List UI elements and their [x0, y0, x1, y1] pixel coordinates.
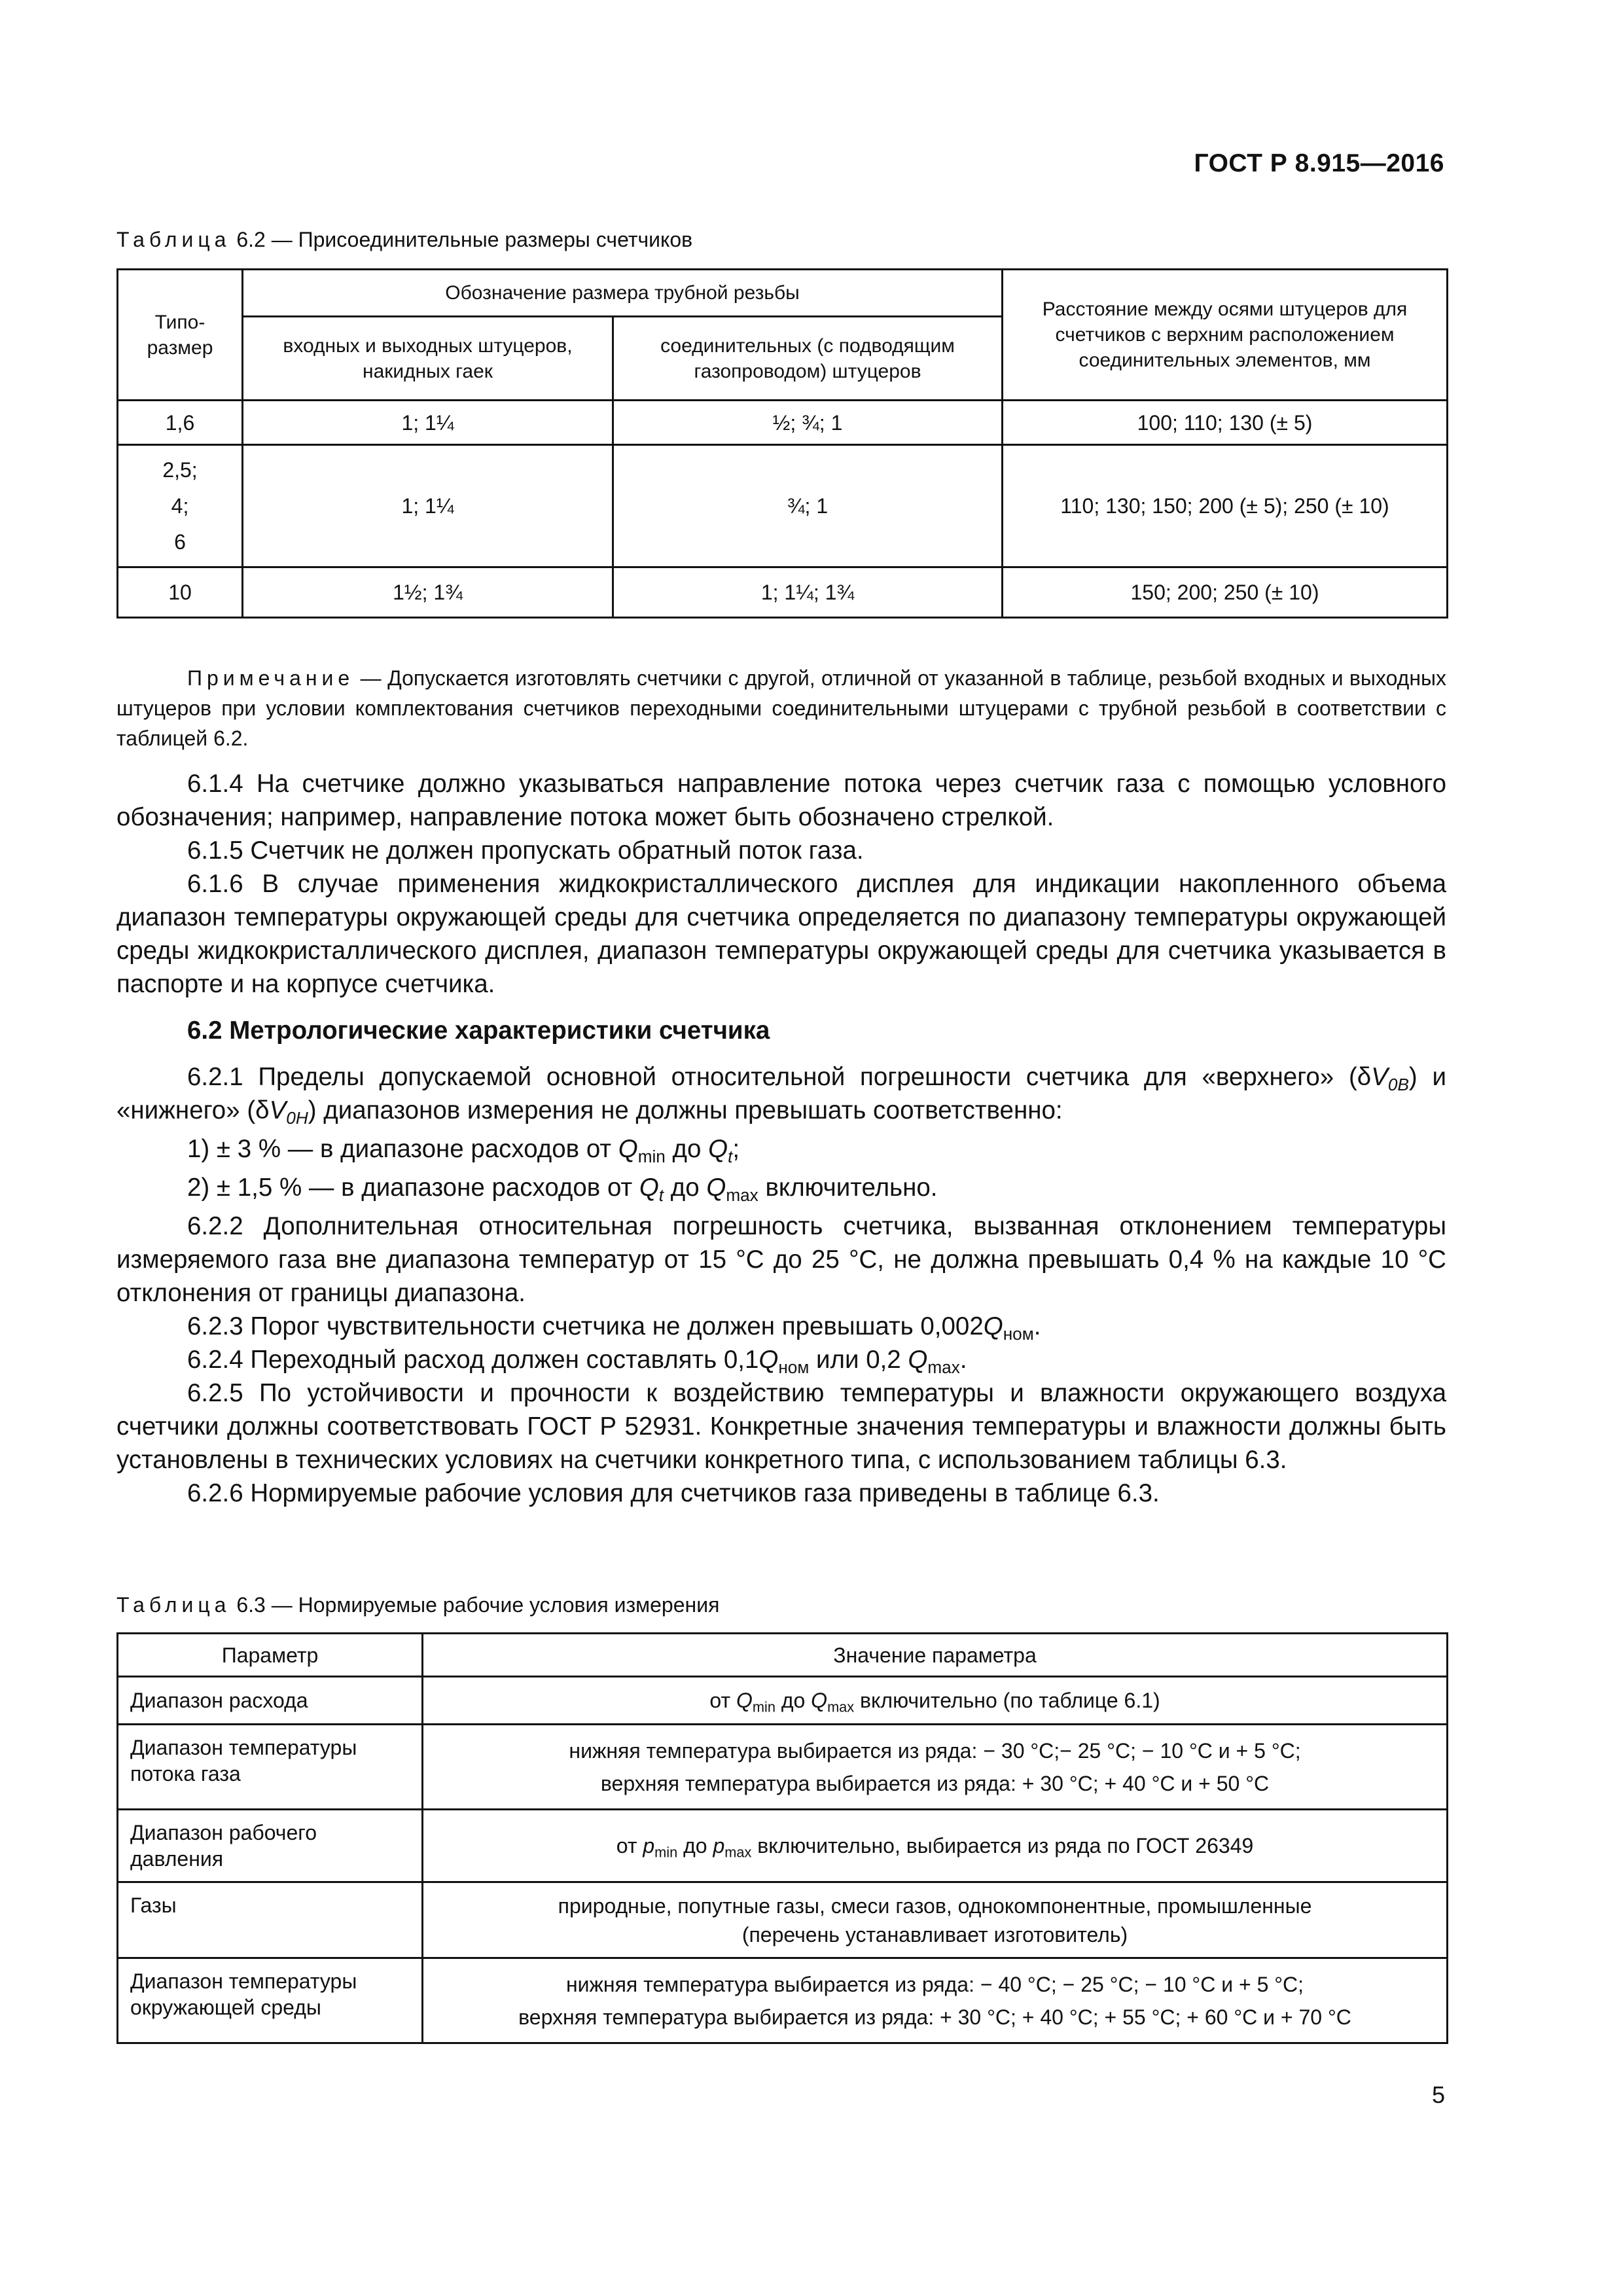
subscript: t	[728, 1146, 733, 1166]
col-header-thread-in: входных и выходных штуцеров, накидных гаек	[243, 317, 613, 401]
cell-dist: 150; 200; 250 (± 10)	[1003, 567, 1448, 618]
table-63	[116, 1632, 1448, 2044]
text: ) диапазонов измерения не должны превышать соответственно:	[308, 1096, 1063, 1124]
symbol: Q	[639, 1174, 659, 1202]
col-header-type: Типо-размер	[118, 270, 243, 401]
list-item-1	[116, 1132, 1446, 1166]
table-row	[118, 401, 1448, 445]
cell-conn: 1; 1¼; 1¾	[613, 567, 1003, 618]
note-label: Примечание	[187, 666, 355, 690]
cell-size: 1,6	[118, 401, 243, 445]
text: или 0,2	[809, 1346, 908, 1374]
value-line: (перечень устанавливает изготовитель)	[741, 1922, 1128, 1946]
cell-param: Диапазон расхода	[118, 1677, 423, 1725]
text: включительно (по таблице 6.1)	[854, 1689, 1160, 1712]
text: до	[665, 1135, 709, 1163]
col-header-distance: Расстояние между осями штуцеров для счетчиков с верхним расположением соединительных элементов, мм	[1003, 270, 1448, 401]
paragraph-6-2-2: 6.2.2 Дополнительная относительная погрешность счетчика, вызванная отклонением температуры измеряемого газа вне диапазона температур от 15 °С до 25 °С, не должна превышать 0,4 % на каждые 10 °С отклонения от границы диапазона.	[116, 1212, 1446, 1307]
cell-in: 1; 1¼	[243, 445, 613, 567]
table-row	[118, 567, 1448, 618]
subscript: max	[927, 1357, 960, 1377]
list-item-2	[116, 1171, 1446, 1204]
text: включительно.	[758, 1174, 938, 1202]
symbol: Q	[618, 1135, 638, 1163]
subscript: ном	[778, 1357, 810, 1377]
caption-label: Таблица	[116, 1593, 231, 1617]
value-line: верхняя температура выбирается из ряда: + 30 °C; + 40 °C; + 55 °C; + 60 °C и + 70 °C	[518, 2005, 1351, 2029]
subscript: t	[658, 1185, 664, 1205]
cell-value	[423, 1725, 1448, 1810]
symbol: p	[643, 1834, 655, 1857]
col-header-thread: Обозначение размера трубной резьбы	[243, 270, 1003, 317]
cell-in: 1; 1¼	[243, 401, 613, 445]
cell-size: 10	[118, 567, 243, 618]
cell-value	[423, 1677, 1448, 1725]
col-header-param: Параметр	[118, 1634, 423, 1677]
text: до	[775, 1689, 812, 1712]
subscript: ном	[1003, 1323, 1034, 1344]
text: 6.2.4 Переходный расход должен составлять 0,1	[187, 1346, 759, 1374]
symbol: Q	[706, 1174, 726, 1202]
subscript: min	[654, 1844, 678, 1861]
subscript: max	[827, 1698, 855, 1715]
symbol: Q	[708, 1135, 728, 1163]
paragraph-6-2-1	[116, 1060, 1446, 1127]
text: 6.2.1 Пределы допускаемой основной относительной погрешности счетчика для «верхнего» (δ	[187, 1063, 1372, 1091]
symbol: Q	[758, 1346, 779, 1374]
text: 2) ± 1,5 % — в диапазоне расходов от	[187, 1174, 639, 1202]
cell-conn: ¾; 1	[613, 445, 1003, 567]
value-line: верхняя температура выбирается из ряда: + 30 °C; + 40 °C и + 50 °C	[600, 1771, 1270, 1795]
symbol: V	[269, 1096, 287, 1124]
document-header: ГОСТ Р 8.915—2016	[1194, 149, 1444, 177]
paragraph-6-1-5: 6.1.5 Счетчик не должен пропускать обратный поток газа.	[187, 836, 864, 865]
note-text: — Допускается изготовлять счетчики с другой, отличной от указанной в таблице, резьбой входных и выходных штуцеров при условии комплектования счетчиков переходными соединительными штуцерами с трубной резьбой в соответствии с таблицей 6.2.	[116, 666, 1446, 750]
caption-text: 6.2 — Присоединительные размеры счетчиков	[230, 228, 693, 251]
table-row	[118, 1958, 1448, 2043]
text: от	[616, 1834, 643, 1857]
subscript: 0H	[286, 1107, 308, 1128]
cell-in: 1½; 1¾	[243, 567, 613, 618]
section-heading-6-2: 6.2 Метрологические характеристики счетчика	[187, 1016, 770, 1045]
table-note	[116, 663, 1446, 753]
table-62	[116, 268, 1448, 619]
text: до	[664, 1174, 707, 1202]
text: .	[1033, 1312, 1041, 1340]
cell-param: Газы	[118, 1882, 423, 1958]
text: .	[959, 1346, 967, 1374]
value-line: нижняя температура выбирается из ряда: − 40 °C; − 25 °C; − 10 °C и + 5 °C;	[565, 1972, 1304, 1996]
text: 6.2.3 Порог чувствительности счетчика не должен превышать 0,002	[187, 1312, 984, 1340]
subscript: max	[726, 1185, 758, 1205]
paragraph-6-1-6: 6.1.6 В случае применения жидкокристаллического дисплея для индикации накопленного объема диапазон температуры окружающей среды для счетчика определяется по диапазону температуры окружающей среды жидкокристаллического дисплея, диапазон температуры окружающей среды для счетчика указывается в паспорте и на корпусе счетчика.	[116, 870, 1446, 998]
value-line: нижняя температура выбирается из ряда: − 30 °C;− 25 °C; − 10 °C и + 5 °C;	[569, 1738, 1301, 1763]
page-number: 5	[1431, 2081, 1445, 2108]
text: ;	[732, 1135, 740, 1163]
table-row	[118, 445, 1448, 567]
symbol: Q	[736, 1689, 753, 1712]
cell-value	[423, 1810, 1448, 1882]
symbol: p	[713, 1834, 725, 1857]
subscript: max	[724, 1844, 752, 1861]
paragraph-6-1-4: 6.1.4 На счетчике должно указываться направление потока через счетчик газа с помощью условного обозначения; например, направление потока может быть обозначено стрелкой.	[116, 770, 1446, 831]
body-text	[116, 767, 1446, 1510]
caption-text: 6.3 — Нормируемые рабочие условия измерения	[230, 1593, 720, 1617]
symbol: Q	[811, 1689, 828, 1712]
cell-value	[423, 1882, 1448, 1958]
table-row	[118, 1882, 1448, 1958]
col-header-thread-conn: соединительных (с подводящим газопроводом) штуцеров	[613, 317, 1003, 401]
table-row	[118, 1810, 1448, 1882]
caption-label: Таблица	[116, 228, 231, 251]
subscript: min	[752, 1698, 776, 1715]
paragraph-6-2-4	[116, 1343, 1446, 1376]
symbol: Q	[908, 1346, 928, 1374]
table-row	[118, 1677, 1448, 1725]
cell-conn: ½; ¾; 1	[613, 401, 1003, 445]
text: ) и «нижнего» (δ	[116, 1063, 1446, 1124]
paragraph-6-2-3	[116, 1310, 1446, 1343]
subscript: min	[637, 1146, 666, 1166]
symbol: Q	[983, 1312, 1003, 1340]
table-row	[118, 1725, 1448, 1810]
cell-size: 2,5; 4; 6	[118, 445, 243, 567]
cell-dist: 110; 130; 150; 200 (± 5); 250 (± 10)	[1003, 445, 1448, 567]
value-line: природные, попутные газы, смеси газов, однокомпонентные, промышленные	[558, 1893, 1312, 1918]
subscript: 0B	[1387, 1074, 1409, 1094]
table-62-caption	[116, 226, 692, 253]
symbol: V	[1371, 1063, 1388, 1091]
text: до	[677, 1834, 713, 1857]
cell-dist: 100; 110; 130 (± 5)	[1003, 401, 1448, 445]
paragraph-6-2-6: 6.2.6 Нормируемые рабочие условия для счетчиков газа приведены в таблице 6.3.	[187, 1479, 1160, 1507]
cell-value	[423, 1958, 1448, 2043]
cell-param: Диапазон температуры потока газа	[118, 1725, 423, 1810]
text: 1) ± 3 % — в диапазоне расходов от	[187, 1135, 618, 1163]
paragraph-6-2-5: 6.2.5 По устойчивости и прочности к воздействию температуры и влажности окружающего воздуха счетчики должны соответствовать ГОСТ Р 52931. Конкретные значения температуры и влажности должны быть установлены в технических условиях на счетчики конкретного типа, с использованием таблицы 6.3.	[116, 1379, 1446, 1474]
cell-param: Диапазон температуры окружающей среды	[118, 1958, 423, 2043]
text: от	[709, 1689, 736, 1712]
cell-param: Диапазон рабочего давления	[118, 1810, 423, 1882]
col-header-value: Значение параметра	[423, 1634, 1448, 1677]
text: включительно, выбирается из ряда по ГОСТ 26349	[751, 1834, 1254, 1857]
